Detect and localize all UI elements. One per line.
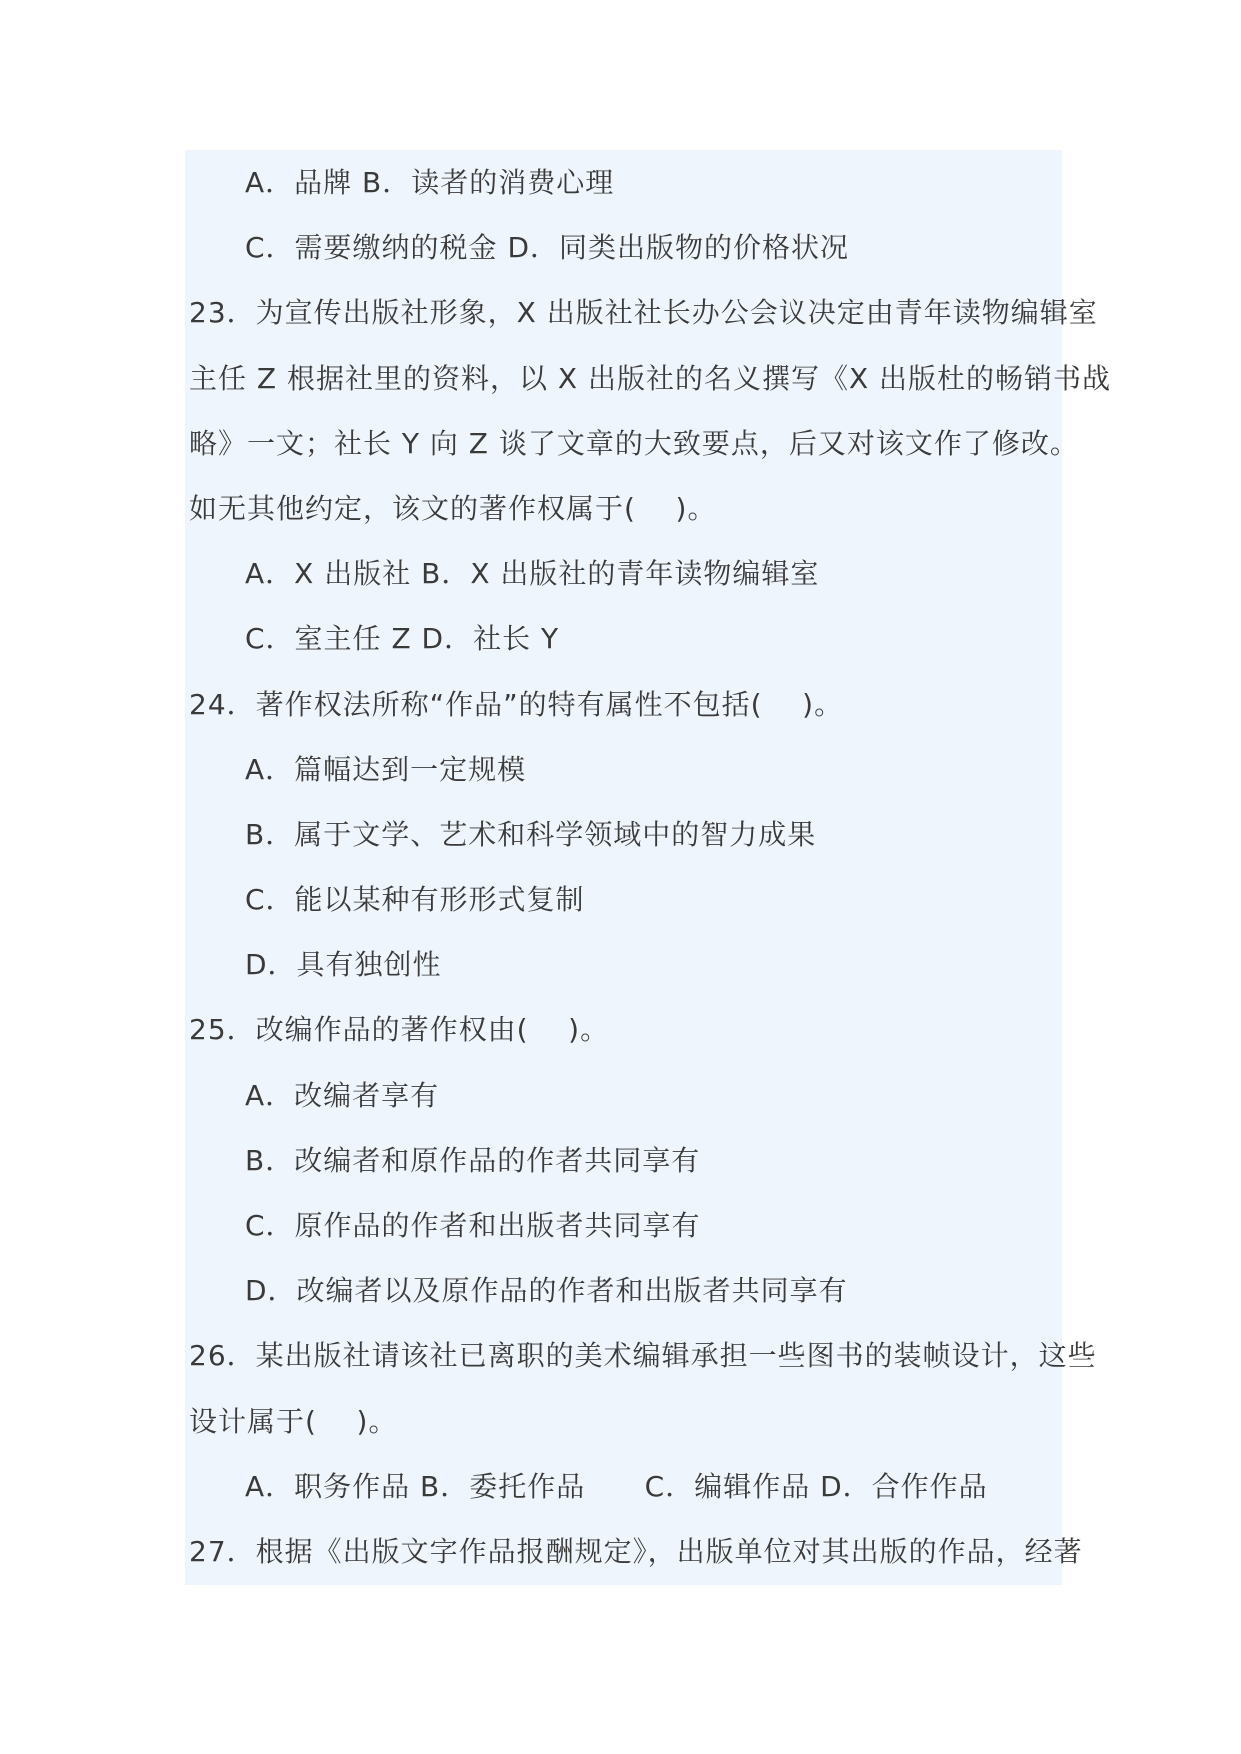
option-line: A．改编者享有 bbox=[245, 1078, 440, 1112]
option-line: C．原作品的作者和出版者共同享有 bbox=[245, 1209, 701, 1242]
question-stem-line: 26．某出版社请该社已离职的美术编辑承担一些图书的装帧设计，这些 bbox=[189, 1339, 1097, 1373]
question-stem-line: 如无其他约定，该文的著作权属于( )。 bbox=[189, 491, 717, 525]
option-line: B．改编者和原作品的作者共同享有 bbox=[245, 1143, 701, 1177]
option-line: A．篇幅达到一定规模 bbox=[245, 752, 527, 786]
question-stem-line: 设计属于( )。 bbox=[189, 1404, 398, 1438]
option-line: A．职务作品 B．委托作品 C．编辑作品 D．合作作品 bbox=[245, 1469, 988, 1503]
question-25 bbox=[185, 997, 1062, 1323]
question-22-continuation bbox=[185, 150, 1062, 280]
question-stem-line: 23．为宣传出版社形象，X 出版社社长办公会议决定由青年读物编辑室 bbox=[189, 296, 1098, 330]
option-line: A．品牌 B．读者的消费心理 bbox=[245, 166, 615, 199]
option-line: A．X 出版社 B．X 出版社的青年读物编辑室 bbox=[245, 557, 820, 591]
question-stem-line: 25．改编作品的著作权由( )。 bbox=[189, 1013, 610, 1047]
question-stem-line: 主任 Z 根据社里的资料，以 X 出版社的名义撰写《X 出版杜的畅销书战 bbox=[189, 361, 1112, 395]
question-stem-line: 略》一文；社长 Y 向 Z 谈了文章的大致要点，后又对该文作了修改。 bbox=[189, 426, 1079, 460]
option-line: C．能以某种有形形式复制 bbox=[245, 883, 585, 917]
highlighted-text-block bbox=[185, 150, 1112, 1585]
option-line: D．改编者以及原作品的作者和出版者共同享有 bbox=[245, 1274, 848, 1308]
question-26 bbox=[185, 1323, 1097, 1519]
question-stem-line: 24．著作权法所称“作品”的特有属性不包括( )。 bbox=[189, 687, 844, 721]
option-line: C．需要缴纳的税金 D．同类出版物的价格状况 bbox=[245, 231, 850, 265]
question-27 bbox=[185, 1519, 1083, 1584]
option-line: D．具有独创性 bbox=[245, 948, 442, 982]
question-23 bbox=[185, 280, 1112, 671]
question-24 bbox=[185, 672, 1062, 998]
question-stem-line: 27．根据《出版文字作品报酬规定》，出版单位对其出版的作品，经著 bbox=[189, 1534, 1083, 1568]
option-line: C．室主任 Z D．社长 Y bbox=[245, 622, 560, 656]
option-line: B．属于文学、艺术和科学领域中的智力成果 bbox=[245, 817, 817, 851]
